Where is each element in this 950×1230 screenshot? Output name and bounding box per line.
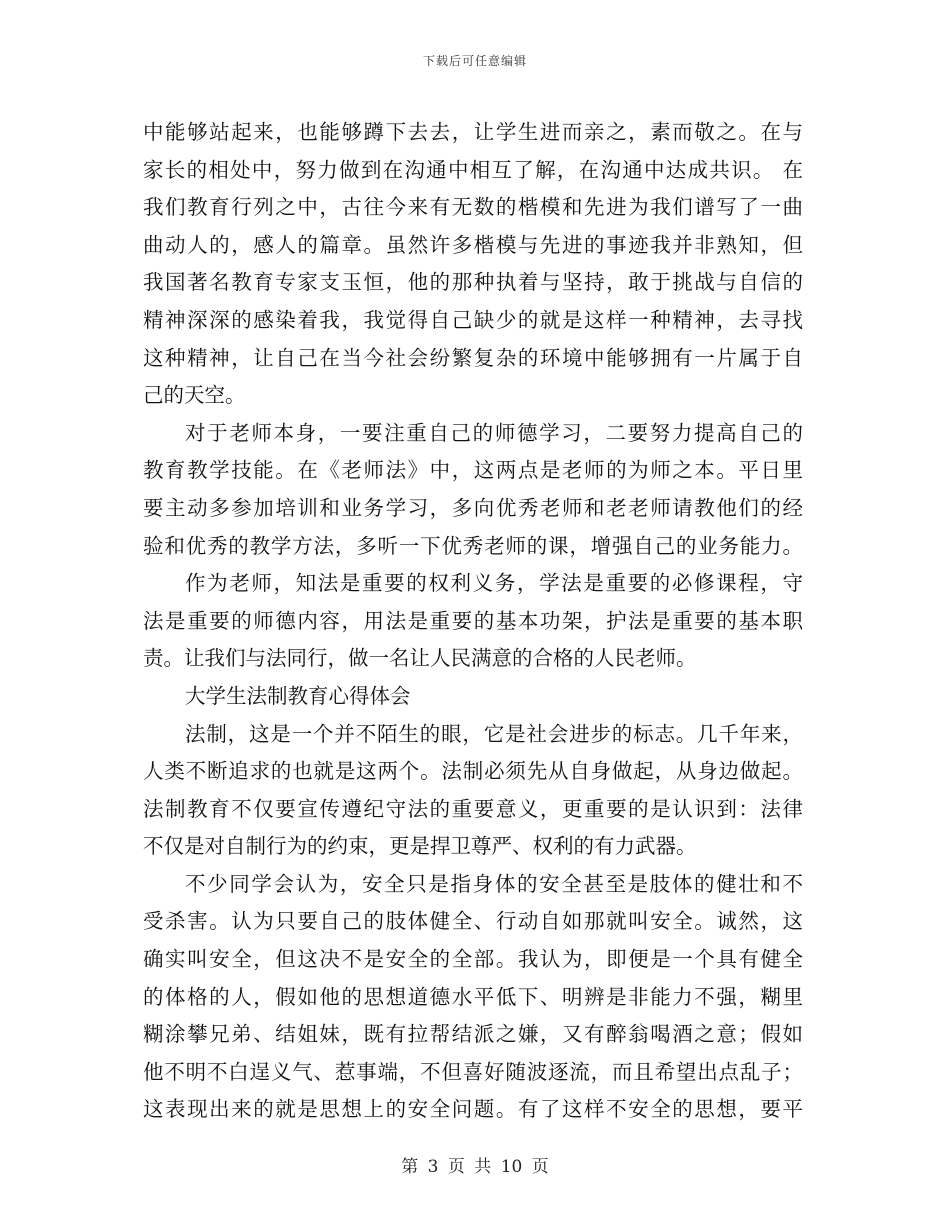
header-note: 下载后可任意编辑 [422,54,527,68]
text-line: 这种精神，让自己在当今社会纷繁复杂的环境中能够拥有一片属于自 [143,345,803,370]
text-line: 人类不断追求的也就是这两个。法制必须先从自身做起，从身边做起。 [143,759,803,784]
text-line: 法是重要的师德内容，用法是重要的基本功架，护法是重要的基本职 [143,608,803,633]
text-line: 曲动人的，感人的篇章。虽然许多楷模与先进的事迹我并非熟知，但 [143,232,803,257]
text-line: 大学生法制教育心得体会 [185,683,411,708]
text-line: 的体格的人，假如他的思想道德水平低下、明辨是非能力不强，糊里 [143,984,803,1009]
text-line: 糊涂攀兄弟、结姐妹，既有拉帮结派之嫌，又有醉翁喝酒之意；假如 [143,1022,803,1047]
text-line: 己的天空。 [143,383,246,408]
text-line: 精神深深的感染着我，我觉得自己缺少的就是这样一种精神，去寻找 [143,307,803,332]
text-line: 家长的相处中，努力做到在沟通中相互了解，在沟通中达成共识。 在 [143,157,803,182]
page-number: 第 3 页 共 10 页 [401,1157,549,1177]
text-line: 作为老师，知法是重要的权利义务，学法是重要的必修课程，守 [185,571,803,596]
text-line: 要主动多参加培训和业务学习，多向优秀老师和老老师请教他们的经 [143,495,803,520]
text-line: 中能够站起来，也能够蹲下去去，让学生进而亲之，素而敬之。在与 [143,120,803,144]
text-line: 教育教学技能。在《老师法》中，这两点是老师的为师之本。平日里 [143,458,803,483]
text-line: 验和优秀的教学方法，多听一下优秀老师的课，增强自己的业务能力。 [143,533,803,558]
text-line: 受杀害。认为只要自己的肢体健全、行动自如那就叫安全。诚然，这 [143,909,803,934]
text-line: 这表现出来的就是思想上的安全问题。有了这样不安全的思想，要平 [143,1097,803,1122]
text-line: 确实叫安全，但这决不是安全的全部。我认为，即便是一个具有健全 [143,947,803,972]
text-line: 他不明不白逞义气、惹事端，不但喜好随波逐流，而且希望出点乱子； [143,1059,803,1084]
text-line: 法制，这是一个并不陌生的眼，它是社会进步的标志。几千年来， [185,721,803,746]
document-body [143,114,803,1129]
text-line: 责。让我们与法同行，做一名让人民满意的合格的人民老师。 [143,646,697,671]
text-line: 不少同学会认为，安全只是指身体的安全甚至是肢体的健壮和不 [185,871,803,896]
text-line: 我们教育行列之中，古往今来有无数的楷模和先进为我们谱写了一曲 [143,195,803,220]
text-line: 不仅是对自制行为的约束，更是捍卫尊严、权利的有力武器。 [143,834,697,859]
text-line: 法制教育不仅要宣传遵纪守法的重要意义，更重要的是认识到：法律 [143,796,803,821]
text-line: 我国著名教育专家支玉恒，他的那种执着与坚持，敢于挑战与自信的 [143,270,803,295]
text-line: 对于老师本身，一要注重自己的师德学习，二要努力提高自己的 [185,420,803,445]
